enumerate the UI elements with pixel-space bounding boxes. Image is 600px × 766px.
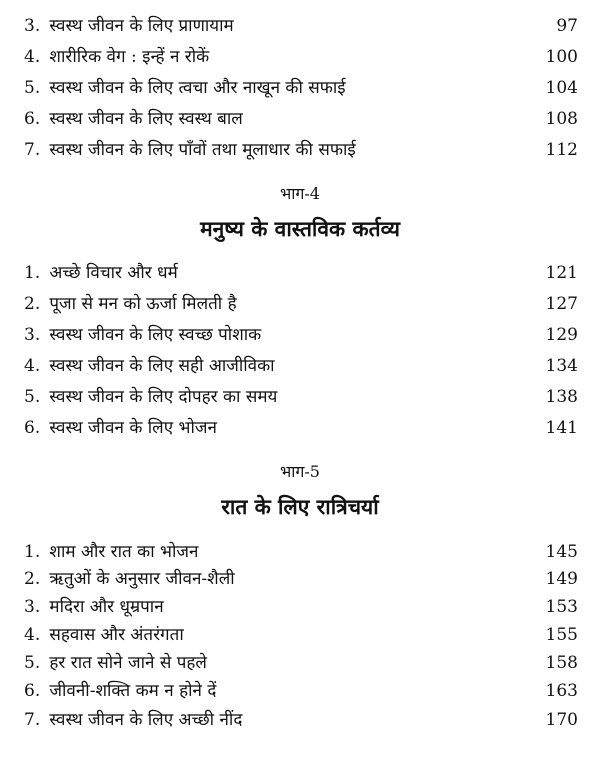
entry-page-number: 141 <box>545 418 578 438</box>
toc-entry <box>24 383 578 411</box>
entry-page-number: 155 <box>545 625 578 645</box>
entry-title: शाम और रात का भोजन <box>49 542 199 562</box>
entry-title: शारीरिक वेग : इन्हें न रोकें <box>49 47 210 67</box>
toc-entry <box>24 43 578 71</box>
toc-entry <box>24 321 578 349</box>
entry-number: 4. <box>24 356 41 376</box>
entry-number: 7. <box>24 710 41 730</box>
toc-entry <box>24 565 578 593</box>
entry-title: स्वस्थ जीवन के लिए भोजन <box>49 418 217 438</box>
entry-title: स्वस्थ जीवन के लिए स्वच्छ पोशाक <box>49 325 262 345</box>
entry-number: 1. <box>24 542 41 562</box>
entry-page-number: 170 <box>545 710 578 730</box>
entry-number: 4. <box>24 47 41 67</box>
entry-title: हर रात सोने जाने से पहले <box>49 653 207 673</box>
entry-title: सहवास और अंतरंगता <box>49 625 184 645</box>
toc-entry <box>24 538 578 566</box>
entry-page-number: 138 <box>545 387 578 407</box>
toc-entry <box>24 259 578 287</box>
entry-page-number: 129 <box>545 325 578 345</box>
entry-page-number: 121 <box>545 263 578 283</box>
entry-page-number: 112 <box>545 140 578 160</box>
entry-number: 2. <box>24 569 41 589</box>
toc-entry <box>24 290 578 318</box>
toc-entry <box>24 706 578 734</box>
entry-page-number: 127 <box>545 294 578 314</box>
part-4-title: मनुष्य के वास्तविक कर्तव्य <box>200 216 400 241</box>
entry-title: स्वस्थ जीवन के लिए स्वस्थ बाल <box>49 109 243 129</box>
entry-title: स्वस्थ जीवन के लिए दोपहर का समय <box>49 387 278 407</box>
entry-number: 1. <box>24 263 41 283</box>
entry-page-number: 100 <box>545 47 578 67</box>
entry-title: मदिरा और धूम्रपान <box>49 597 164 617</box>
toc-entry <box>24 136 578 164</box>
toc-entry <box>24 649 578 677</box>
entry-number: 3. <box>24 325 41 345</box>
entry-number: 7. <box>24 140 41 160</box>
entry-title: स्वस्थ जीवन के लिए सही आजीविका <box>49 356 275 376</box>
entry-page-number: 134 <box>545 356 578 376</box>
entry-number: 2. <box>24 294 41 314</box>
toc-entry <box>24 621 578 649</box>
toc-entry <box>24 74 578 102</box>
entry-page-number: 97 <box>556 16 578 36</box>
toc-entry <box>24 677 578 705</box>
toc-entry <box>24 414 578 442</box>
entry-number: 5. <box>24 387 41 407</box>
toc-entry <box>24 352 578 380</box>
entry-title: स्वस्थ जीवन के लिए प्राणायाम <box>49 16 234 36</box>
part-5-title: रात के लिए रात्रिचर्या <box>221 494 379 519</box>
entry-number: 3. <box>24 16 41 36</box>
entry-page-number: 108 <box>545 109 578 129</box>
entry-title: जीवनी-शक्ति कम न होने दें <box>49 681 217 701</box>
entry-page-number: 145 <box>545 542 578 562</box>
entry-title: स्वस्थ जीवन के लिए अच्छी नींद <box>49 710 243 730</box>
entry-page-number: 153 <box>545 597 578 617</box>
entry-title: अच्छे विचार और धर्म <box>49 263 178 283</box>
entry-page-number: 163 <box>545 681 578 701</box>
entry-number: 6. <box>24 418 41 438</box>
entry-title: पूजा से मन को ऊर्जा मिलती है <box>49 294 237 314</box>
entry-number: 5. <box>24 653 41 673</box>
entry-number: 6. <box>24 109 41 129</box>
entry-number: 5. <box>24 78 41 98</box>
part-5-label: भाग-5 <box>280 462 320 481</box>
part-4-label: भाग-4 <box>280 184 320 203</box>
entry-number: 4. <box>24 625 41 645</box>
entry-page-number: 158 <box>545 653 578 673</box>
entry-title: स्वस्थ जीवन के लिए पाँवों तथा मूलाधार की सफाई <box>49 140 356 160</box>
toc-entry <box>24 105 578 133</box>
toc-entry <box>24 12 578 40</box>
entry-number: 3. <box>24 597 41 617</box>
entry-page-number: 104 <box>545 78 578 98</box>
toc-entry <box>24 593 578 621</box>
entry-title: ऋतुओं के अनुसार जीवन-शैली <box>49 569 235 589</box>
entry-page-number: 149 <box>545 569 578 589</box>
entry-number: 6. <box>24 681 41 701</box>
entry-title: स्वस्थ जीवन के लिए त्वचा और नाखून की सफाई <box>49 78 346 98</box>
